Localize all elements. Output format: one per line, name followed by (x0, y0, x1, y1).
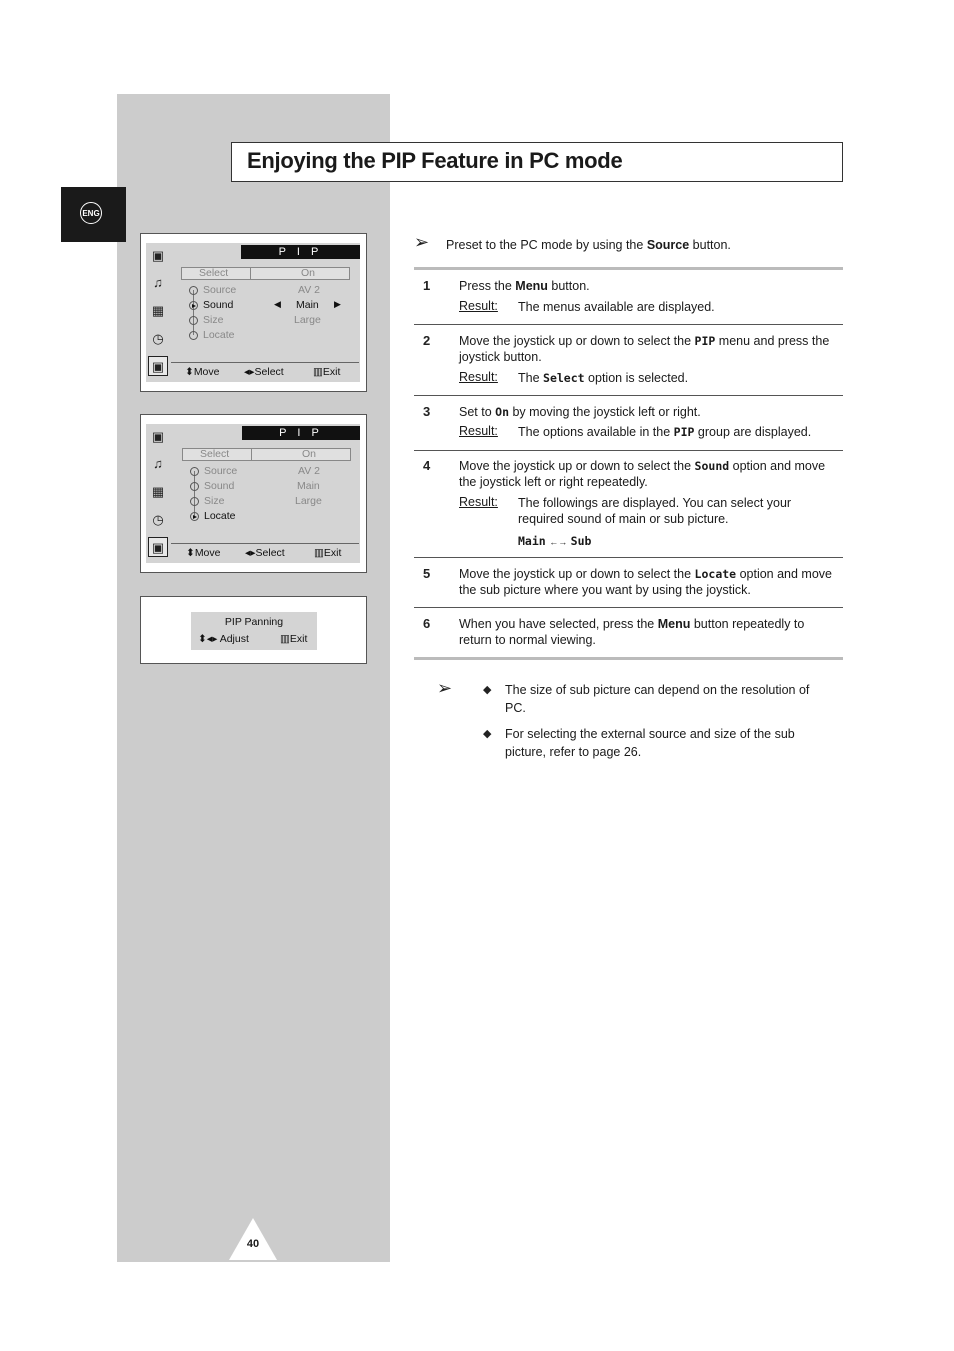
item-bullet (190, 482, 199, 491)
diamond-bullet-icon: ◆ (483, 684, 492, 696)
left-arrow-icon: ◀ (274, 299, 281, 309)
updown-icon: ⬍ (186, 547, 195, 559)
menu-value-sound: Main (297, 480, 320, 492)
row-divider (414, 395, 843, 396)
row-divider (414, 607, 843, 608)
step-number: 5 (423, 566, 431, 581)
result-label: Result: (459, 370, 498, 384)
result-text: The Select option is selected. (518, 371, 689, 385)
page-title: Enjoying the PIP Feature in PC mode (247, 148, 623, 173)
footer-exit: ▥Exit (313, 366, 341, 378)
picture-icon: ▣ (151, 429, 165, 444)
diamond-bullet-icon: ◆ (483, 728, 492, 740)
table-top-rule (414, 267, 843, 270)
item-bullet-active (189, 301, 198, 310)
osd-screen-3 (140, 596, 367, 664)
step-text: Move the joystick up or down to select the Sound option and move the joystick left or right repeatedly. (459, 459, 826, 489)
pip-icon: ▣ (148, 537, 168, 557)
step-number: 3 (423, 404, 431, 419)
menu-value-sound: Main (296, 299, 319, 311)
right-arrow-icon: ▶ (334, 299, 341, 309)
osd-footer-divider (171, 362, 359, 363)
menu-value-source: AV 2 (298, 284, 320, 296)
joystick-icon: ⬍◂▸ (198, 633, 218, 645)
menu-item-sound: Sound (203, 299, 234, 311)
menu-value-size: Large (295, 495, 322, 507)
item-bullet (189, 316, 198, 325)
step-number: 4 (423, 458, 431, 473)
table-bottom-rule (414, 657, 843, 660)
footer-move: ⬍Move (186, 547, 221, 559)
sound-icon: ♫ (153, 275, 163, 290)
menu-item-size: Size (203, 314, 224, 326)
sound-icon: ♫ (153, 456, 163, 471)
footer-exit: ▥Exit (314, 547, 342, 559)
osd-screen-2 (140, 414, 367, 573)
menu-icon: ▥ (280, 633, 290, 645)
cycle-arrow-icon: ←→ (549, 537, 568, 547)
row-divider (414, 557, 843, 558)
item-bullet (189, 286, 198, 295)
step-number: 6 (423, 616, 431, 631)
result-label: Result: (459, 299, 498, 313)
menu-value-source: AV 2 (298, 465, 320, 477)
sound-cycle: Main ←→ Sub (518, 534, 592, 548)
step-number: 1 (423, 278, 431, 293)
menu-item-source: Source (204, 465, 238, 477)
menu-item-source: Source (203, 284, 237, 296)
tree-line (193, 290, 194, 335)
channel-icon: ▦ (151, 484, 165, 499)
clock-icon: ◷ (152, 331, 164, 346)
pip-icon: ▣ (148, 356, 168, 376)
note-arrow-icon: ➢ (414, 232, 430, 252)
select-label: Select (200, 448, 230, 460)
step-text: Move the joystick up or down to select the Locate option and move the sub picture where you want by using the joystick. (459, 567, 832, 597)
panning-exit: ▥Exit (280, 633, 308, 645)
step-text: Move the joystick up or down to select the PIP menu and press the joystick button. (459, 334, 830, 364)
note-text: The size of sub picture can depend on the resolution of PC. (505, 683, 810, 715)
item-bullet (190, 497, 199, 506)
menu-item-sound: Sound (204, 480, 235, 492)
picture-icon: ▣ (151, 248, 165, 263)
menu-value-size: Large (294, 314, 321, 326)
item-bullet-active (190, 512, 199, 521)
result-text: The menus available are displayed. (518, 300, 715, 314)
footer-move: ⬍Move (185, 366, 220, 378)
panning-adjust: ⬍◂▸ Adjust (198, 633, 249, 645)
intro-text: Preset to the PC mode by using the Source button. (446, 238, 731, 252)
step-text: Press the Menu button. (459, 279, 590, 293)
leftright-icon: ◂▸ (245, 547, 256, 559)
osd-header: P I P (242, 426, 360, 440)
step-number: 2 (423, 333, 431, 348)
menu-item-size: Size (204, 495, 225, 507)
osd-header: P I P (241, 245, 360, 259)
item-bullet (190, 467, 199, 476)
select-label: Select (199, 267, 229, 279)
panning-title: PIP Panning (224, 616, 284, 628)
leftright-icon: ◂▸ (244, 366, 255, 378)
select-value: On (301, 267, 316, 279)
result-text: The followings are displayed. You can select your required sound of main or sub picture. (518, 496, 792, 526)
updown-icon: ⬍ (185, 366, 194, 378)
result-text: The options available in the PIP group are displayed. (518, 425, 812, 439)
footer-select: ◂▸Select (244, 366, 284, 378)
footer-select: ◂▸Select (245, 547, 285, 559)
osd-footer-divider (171, 543, 359, 544)
note-arrow-icon: ➢ (437, 678, 453, 698)
row-divider (414, 450, 843, 451)
note-text: For selecting the external source and size of the sub picture, refer to page 26. (505, 727, 795, 759)
row-divider (414, 324, 843, 325)
result-label: Result: (459, 424, 498, 438)
channel-icon: ▦ (151, 303, 165, 318)
step-text: Set to On by moving the joystick left or right. (459, 405, 701, 419)
tree-line (194, 471, 195, 516)
result-label: Result: (459, 495, 498, 509)
menu-item-locate: Locate (204, 510, 236, 522)
page-number: 40 (246, 1238, 260, 1250)
step-text: When you have selected, press the Menu button repeatedly to return to normal viewing. (459, 617, 805, 647)
menu-item-locate: Locate (203, 329, 235, 341)
select-value: On (302, 448, 317, 460)
clock-icon: ◷ (152, 512, 164, 527)
osd-screen-1 (140, 233, 367, 392)
item-bullet (189, 331, 198, 340)
menu-icon: ▥ (314, 547, 324, 559)
menu-icon: ▥ (313, 366, 323, 378)
language-badge: ENG (80, 202, 102, 224)
